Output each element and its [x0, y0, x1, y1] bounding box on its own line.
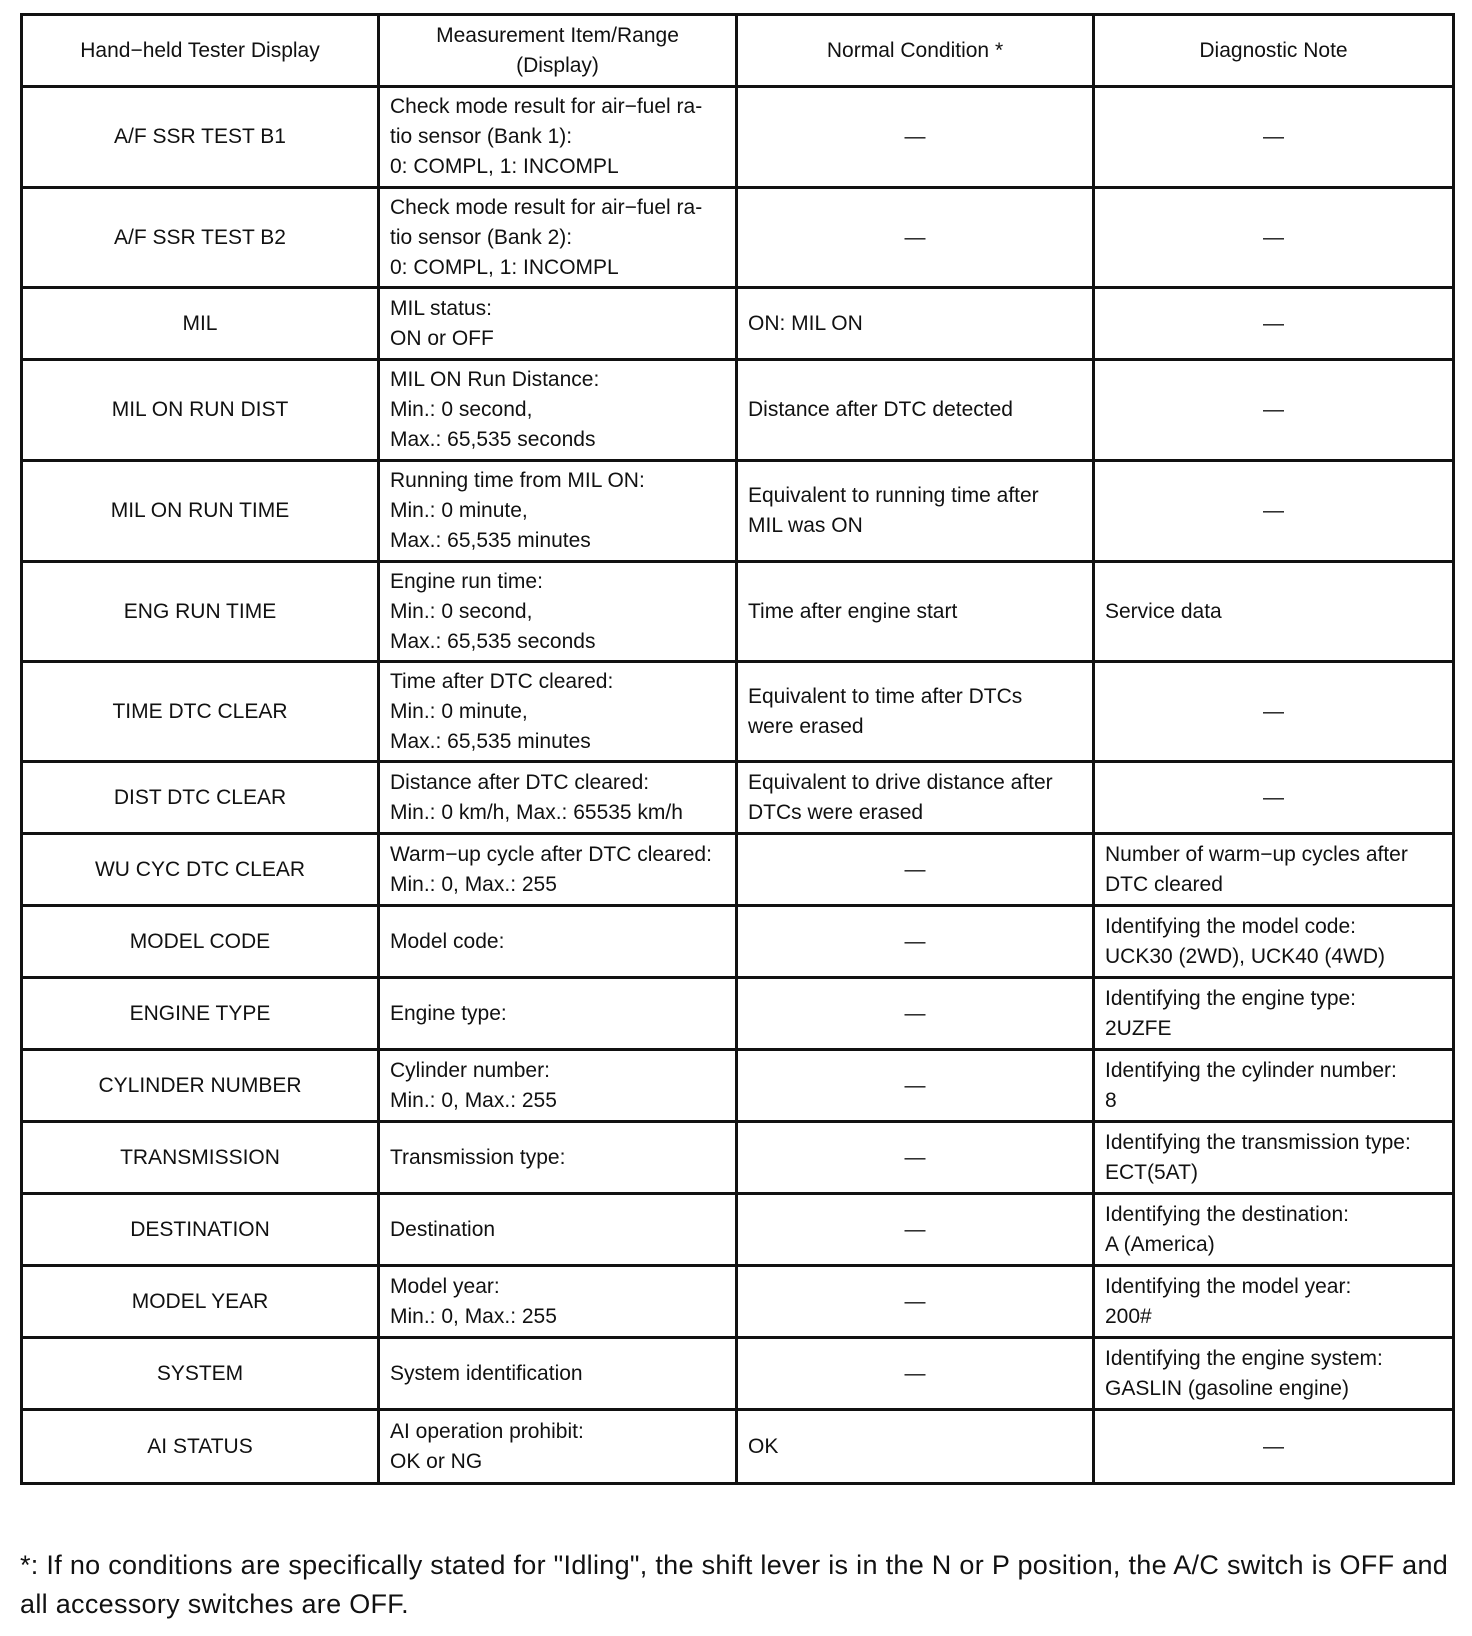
table-row	[22, 762, 1454, 834]
cell-normal-condition: —	[737, 906, 1094, 978]
table-row	[22, 1194, 1454, 1266]
cell-diagnostic-note: Identifying the engine type: 2UZFE	[1094, 978, 1454, 1050]
cell-tester-display: DESTINATION	[22, 1194, 379, 1266]
header-diagnostic-note: Diagnostic Note	[1094, 15, 1454, 87]
cell-diagnostic-note: Identifying the destination: A (America)	[1094, 1194, 1454, 1266]
cell-tester-display: MODEL YEAR	[22, 1266, 379, 1338]
cell-diagnostic-note: —	[1094, 1410, 1454, 1484]
cell-diagnostic-note: Identifying the engine system: GASLIN (gasoline engine)	[1094, 1338, 1454, 1410]
cell-tester-display: A/F SSR TEST B1	[22, 87, 379, 188]
cell-diagnostic-note: Number of warm−up cycles after DTC cleared	[1094, 834, 1454, 906]
cell-tester-display: DIST DTC CLEAR	[22, 762, 379, 834]
table-row	[22, 87, 1454, 188]
cell-diagnostic-note: Identifying the model code: UCK30 (2WD), UCK40 (4WD)	[1094, 906, 1454, 978]
cell-measurement-range: Cylinder number: Min.: 0, Max.: 255	[379, 1050, 737, 1122]
cell-normal-condition: Distance after DTC detected	[737, 360, 1094, 461]
table-row	[22, 288, 1454, 360]
footnote: *: If no conditions are specifically stated for "Idling", the shift lever is in the N or P position, the A/C switch is OFF and all accessory switches are OFF.	[20, 1550, 1449, 1619]
cell-diagnostic-note: Identifying the transmission type: ECT(5AT)	[1094, 1122, 1454, 1194]
cell-measurement-range: Check mode result for air−fuel ra- tio sensor (Bank 1): 0: COMPL, 1: INCOMPL	[379, 87, 737, 188]
table-row	[22, 1122, 1454, 1194]
cell-measurement-range: Destination	[379, 1194, 737, 1266]
table-row	[22, 978, 1454, 1050]
cell-measurement-range: System identification	[379, 1338, 737, 1410]
cell-normal-condition: Equivalent to time after DTCs were erased	[737, 662, 1094, 762]
cell-normal-condition: —	[737, 1122, 1094, 1194]
table-row	[22, 188, 1454, 288]
cell-tester-display: MIL ON RUN TIME	[22, 461, 379, 562]
cell-measurement-range: Engine run time: Min.: 0 second, Max.: 65,535 seconds	[379, 562, 737, 662]
cell-diagnostic-note: Identifying the cylinder number: 8	[1094, 1050, 1454, 1122]
cell-tester-display: ENGINE TYPE	[22, 978, 379, 1050]
table-row	[22, 834, 1454, 906]
cell-normal-condition: —	[737, 1338, 1094, 1410]
header-row	[22, 15, 1454, 87]
cell-normal-condition: —	[737, 87, 1094, 188]
header-measurement-item: Measurement Item/Range (Display)	[379, 15, 737, 87]
cell-tester-display: A/F SSR TEST B2	[22, 188, 379, 288]
cell-normal-condition: —	[737, 1266, 1094, 1338]
cell-measurement-range: Model year: Min.: 0, Max.: 255	[379, 1266, 737, 1338]
table-row	[22, 562, 1454, 662]
cell-measurement-range: Check mode result for air−fuel ra- tio sensor (Bank 2): 0: COMPL, 1: INCOMPL	[379, 188, 737, 288]
cell-measurement-range: Running time from MIL ON: Min.: 0 minute, Max.: 65,535 minutes	[379, 461, 737, 562]
cell-tester-display: TRANSMISSION	[22, 1122, 379, 1194]
cell-normal-condition: —	[737, 834, 1094, 906]
cell-normal-condition: —	[737, 1050, 1094, 1122]
table-row	[22, 1338, 1454, 1410]
cell-measurement-range: Transmission type:	[379, 1122, 737, 1194]
data-list-table	[20, 13, 1455, 1485]
cell-normal-condition: Time after engine start	[737, 562, 1094, 662]
cell-diagnostic-note: Service data	[1094, 562, 1454, 662]
cell-tester-display: TIME DTC CLEAR	[22, 662, 379, 762]
cell-measurement-range: MIL status: ON or OFF	[379, 288, 737, 360]
cell-measurement-range: AI operation prohibit: OK or NG	[379, 1410, 737, 1484]
cell-normal-condition: Equivalent to running time after MIL was ON	[737, 461, 1094, 562]
table-row	[22, 906, 1454, 978]
cell-measurement-range: Model code:	[379, 906, 737, 978]
cell-measurement-range: Warm−up cycle after DTC cleared: Min.: 0, Max.: 255	[379, 834, 737, 906]
cell-normal-condition: ON: MIL ON	[737, 288, 1094, 360]
cell-diagnostic-note: Identifying the model year: 200#	[1094, 1266, 1454, 1338]
cell-diagnostic-note: —	[1094, 662, 1454, 762]
cell-tester-display: MODEL CODE	[22, 906, 379, 978]
table-row	[22, 662, 1454, 762]
table-row	[22, 461, 1454, 562]
cell-measurement-range: Distance after DTC cleared: Min.: 0 km/h, Max.: 65535 km/h	[379, 762, 737, 834]
cell-measurement-range: MIL ON Run Distance: Min.: 0 second, Max.: 65,535 seconds	[379, 360, 737, 461]
cell-normal-condition: —	[737, 1194, 1094, 1266]
table-row	[22, 1266, 1454, 1338]
cell-tester-display: AI STATUS	[22, 1410, 379, 1484]
cell-measurement-range: Engine type:	[379, 978, 737, 1050]
header-normal-condition: Normal Condition *	[737, 15, 1094, 87]
cell-tester-display: SYSTEM	[22, 1338, 379, 1410]
cell-normal-condition: —	[737, 188, 1094, 288]
cell-tester-display: WU CYC DTC CLEAR	[22, 834, 379, 906]
cell-tester-display: ENG RUN TIME	[22, 562, 379, 662]
cell-diagnostic-note: —	[1094, 461, 1454, 562]
cell-tester-display: MIL ON RUN DIST	[22, 360, 379, 461]
cell-diagnostic-note: —	[1094, 762, 1454, 834]
header-tester-display: Hand−held Tester Display	[22, 15, 379, 87]
cell-tester-display: CYLINDER NUMBER	[22, 1050, 379, 1122]
cell-diagnostic-note: —	[1094, 288, 1454, 360]
table-row	[22, 1410, 1454, 1484]
table-row	[22, 360, 1454, 461]
table-row	[22, 1050, 1454, 1122]
cell-diagnostic-note: —	[1094, 188, 1454, 288]
cell-diagnostic-note: —	[1094, 360, 1454, 461]
cell-normal-condition: —	[737, 978, 1094, 1050]
cell-diagnostic-note: —	[1094, 87, 1454, 188]
cell-normal-condition: Equivalent to drive distance after DTCs were erased	[737, 762, 1094, 834]
cell-normal-condition: OK	[737, 1410, 1094, 1484]
cell-measurement-range: Time after DTC cleared: Min.: 0 minute, Max.: 65,535 minutes	[379, 662, 737, 762]
cell-tester-display: MIL	[22, 288, 379, 360]
